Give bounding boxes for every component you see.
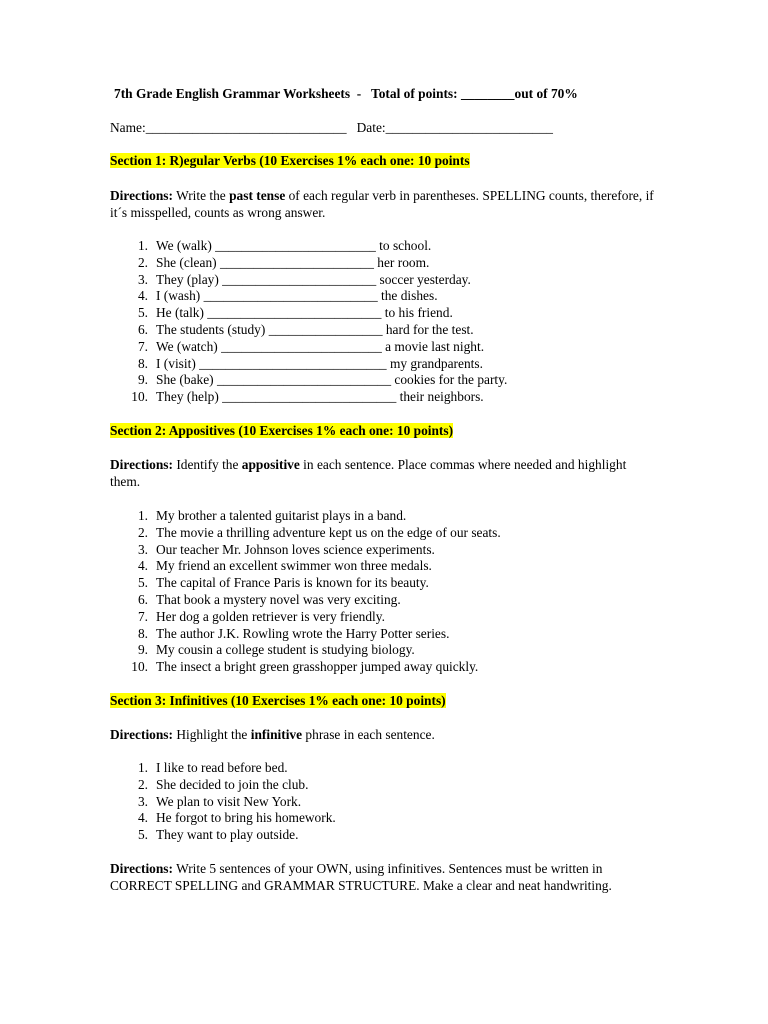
item-number: 9. xyxy=(137,372,148,388)
item-text: The author J.K. Rowling wrote the Harry Potter series. xyxy=(156,625,450,641)
list-item xyxy=(110,322,670,339)
item-number: 2. xyxy=(137,254,148,270)
item-number: 7. xyxy=(137,608,148,624)
item-text: Her dog a golden retriever is very friendly. xyxy=(156,608,385,624)
item-number: 4. xyxy=(137,288,148,304)
list-item xyxy=(110,609,670,626)
item-text: We (walk) ________________________ to school. xyxy=(156,238,432,253)
item-number: 2. xyxy=(137,524,148,540)
list-item xyxy=(110,794,670,811)
item-number: 8. xyxy=(137,355,148,371)
list-item xyxy=(110,339,670,356)
item-text: My brother a talented guitarist plays in a band. xyxy=(156,508,407,523)
item-number: 3. xyxy=(137,541,148,557)
item-number: 1. xyxy=(137,760,148,775)
name-field[interactable]: Name:______________________________ xyxy=(110,120,347,135)
list-item xyxy=(110,810,670,827)
item-text: The movie a thrilling adventure kept us on the edge of our seats. xyxy=(156,524,501,540)
item-number: 6. xyxy=(137,321,148,337)
item-number: 6. xyxy=(137,591,148,607)
item-text: We (watch) ________________________ a movie last night. xyxy=(156,338,485,354)
list-item xyxy=(110,288,670,305)
list-item xyxy=(110,372,670,389)
list-item xyxy=(110,777,670,794)
list-item xyxy=(110,659,670,676)
item-number: 4. xyxy=(137,558,148,574)
item-number: 10. xyxy=(131,389,148,405)
item-text: She (bake) __________________________ cookies for the party. xyxy=(156,372,508,388)
item-number: 8. xyxy=(137,625,148,641)
item-text: The students (study) _________________ hard for the test. xyxy=(156,321,474,337)
item-number: 1. xyxy=(137,508,148,523)
list-item xyxy=(110,356,670,373)
list-item xyxy=(110,760,670,777)
item-number: 3. xyxy=(137,793,148,809)
section2-list xyxy=(110,508,670,676)
list-item xyxy=(110,255,670,272)
section1-list xyxy=(110,238,670,406)
item-text: They (help) __________________________ their neighbors. xyxy=(156,389,484,405)
section3-heading: Section 3: Infinitives (10 Exercises 1% each one: 10 points) xyxy=(110,693,446,708)
item-text: I like to read before bed. xyxy=(156,760,288,775)
item-number: 5. xyxy=(137,305,148,321)
item-text: We plan to visit New York. xyxy=(156,793,302,809)
item-number: 1. xyxy=(137,238,148,253)
list-item xyxy=(110,558,670,575)
item-text: She decided to join the club. xyxy=(156,776,309,792)
name-date-line xyxy=(110,120,670,137)
list-item xyxy=(110,508,670,525)
item-text: Our teacher Mr. Johnson loves science experiments. xyxy=(156,541,435,557)
item-text: My friend an excellent swimmer won three medals. xyxy=(156,558,432,574)
item-number: 5. xyxy=(137,575,148,591)
list-item xyxy=(110,305,670,322)
section1-directions: Directions: Write the past tense of each regular verb in parentheses. SPELLING counts, therefore, if it´s misspelled, counts as wrong answer. xyxy=(110,188,654,220)
item-number: 3. xyxy=(137,271,148,287)
section3-directions: Directions: Highlight the infinitive phrase in each sentence. xyxy=(110,727,435,742)
item-text: The insect a bright green grasshopper jumped away quickly. xyxy=(156,659,479,675)
item-text: They want to play outside. xyxy=(156,827,299,843)
date-field[interactable]: Date:_________________________ xyxy=(356,120,553,135)
list-item xyxy=(110,238,670,255)
list-item xyxy=(110,525,670,542)
item-text: That book a mystery novel was very exciting. xyxy=(156,591,401,607)
item-text: They (play) _______________________ soccer yesterday. xyxy=(156,271,471,287)
item-number: 2. xyxy=(137,776,148,792)
item-text: The capital of France Paris is known for its beauty. xyxy=(156,575,429,591)
section3-writing-directions: Directions: Write 5 sentences of your OWN, using infinitives. Sentences must be written in CORRECT SPELLING and GRAMMAR STRUCTURE. Make a clear and neat handwriting. xyxy=(110,861,612,893)
list-item xyxy=(110,592,670,609)
section2-heading: Section 2: Appositives (10 Exercises 1% each one: 10 points) xyxy=(110,423,454,438)
item-text: I (wash) __________________________ the dishes. xyxy=(156,288,438,304)
item-text: She (clean) _______________________ her room. xyxy=(156,254,430,270)
item-text: He (talk) __________________________ to his friend. xyxy=(156,305,453,321)
list-item xyxy=(110,626,670,643)
item-text: I (visit) ____________________________ my grandparents. xyxy=(156,355,483,371)
item-number: 9. xyxy=(137,642,148,658)
worksheet-title: 7th Grade English Grammar Worksheets - Total of points: ________out of 70% xyxy=(114,86,578,101)
item-number: 5. xyxy=(137,827,148,843)
list-item xyxy=(110,272,670,289)
item-number: 10. xyxy=(131,659,148,675)
list-item xyxy=(110,389,670,406)
section3-list xyxy=(110,760,670,844)
list-item xyxy=(110,827,670,844)
item-text: He forgot to bring his homework. xyxy=(156,810,336,826)
list-item xyxy=(110,642,670,659)
section1-heading: Section 1: R)egular Verbs (10 Exercises 1% each one: 10 points xyxy=(110,153,470,168)
item-text: My cousin a college student is studying biology. xyxy=(156,642,415,658)
list-item xyxy=(110,542,670,559)
section2-directions: Directions: Identify the appositive in each sentence. Place commas where needed and highlight them. xyxy=(110,457,627,489)
list-item xyxy=(110,575,670,592)
item-number: 4. xyxy=(137,810,148,826)
item-number: 7. xyxy=(137,338,148,354)
